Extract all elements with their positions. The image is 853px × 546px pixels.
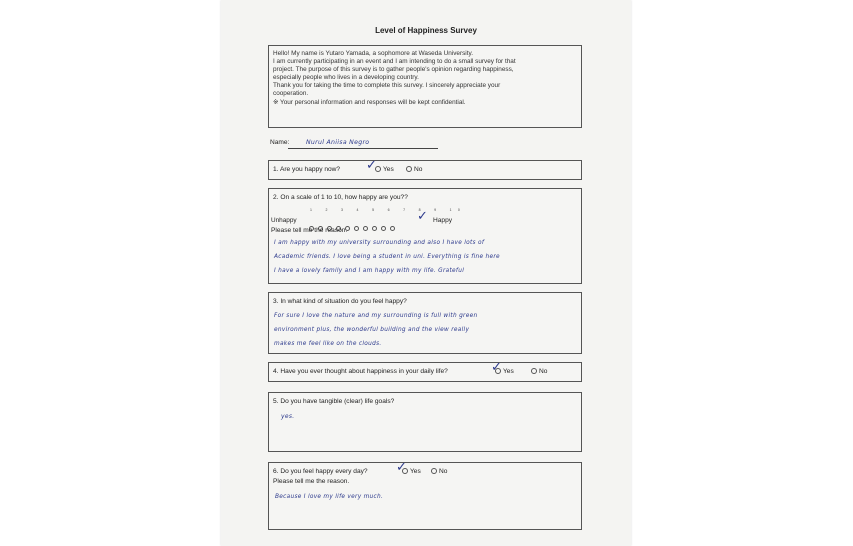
rating-dot[interactable] (381, 226, 386, 231)
checkmark-icon: ✓ (366, 158, 377, 173)
checkmark-icon: ✓ (491, 360, 502, 375)
q5-answer: yes. (281, 413, 295, 420)
question-4-box (268, 362, 582, 382)
question-1-text: 1. Are you happy now? (273, 166, 341, 173)
intro-box (268, 45, 582, 128)
q2-answer-line: Academic friends. I love being a student in uni. Everything is fine here (274, 254, 500, 260)
q4-no-label: No (539, 368, 548, 375)
rating-dot[interactable] (363, 226, 368, 231)
question-5-box (268, 392, 582, 452)
q6-reason-label: Please tell me the reason. (273, 478, 350, 485)
q2-answer-line: I am happy with my university surrounding and also I have lots of (274, 240, 485, 246)
question-1-box (268, 160, 582, 180)
q2-answer-line: I have a lovely family and I am happy with my life. Grateful (274, 268, 465, 274)
q6-no-option[interactable] (431, 468, 447, 475)
rating-dot[interactable] (354, 226, 359, 231)
q1-no-label: No (414, 166, 423, 173)
q6-yes-label: Yes (410, 468, 421, 475)
scale-high-label: Happy (433, 217, 453, 224)
scale-low-label: Unhappy (271, 217, 297, 224)
name-label: Name: (270, 139, 290, 146)
intro-line: Thank you for taking the time to complete this survey. I sincerely appreciate your (273, 82, 501, 90)
q2-reason-label: Please tell me the reason. (271, 227, 348, 234)
checkmark-icon: ✓ (417, 209, 428, 224)
q3-answer-line: environment plus, the wonderful building and the view really (274, 327, 470, 333)
question-2-text: 2. On a scale of 1 to 10, how happy are you?? (273, 194, 408, 201)
question-3-text: 3. In what kind of situation do you feel happy? (273, 298, 407, 305)
survey-title: Level of Happiness Survey (375, 26, 477, 35)
q1-no-option[interactable] (406, 166, 422, 173)
intro-line: I am currently participating in an event and I am intending to do a small survey for that (273, 58, 516, 66)
question-5-text: 5. Do you have tangible (clear) life goals? (273, 398, 395, 405)
intro-line: Hello! My name is Yutaro Yamada, a sophomore at Waseda University. (273, 50, 473, 57)
radio-circle-icon (406, 166, 412, 172)
intro-line: ※ Your personal information and responses will be kept confidential. (273, 98, 466, 106)
q4-yes-label: Yes (503, 368, 514, 375)
q1-yes-option[interactable] (375, 166, 394, 173)
q3-answer-line: For sure I love the nature and my surrounding is full with green (274, 313, 478, 319)
q3-answer-line: makes me feel like on the clouds. (274, 341, 382, 347)
radio-circle-icon (531, 368, 537, 374)
rating-dot[interactable] (390, 226, 395, 231)
survey-sheet (221, 0, 631, 546)
q6-no-label: No (439, 468, 448, 475)
intro-line: project. The purpose of this survey is to gather people's opinion regarding happiness, (273, 66, 514, 74)
checkmark-icon: ✓ (396, 460, 407, 475)
intro-line: especially people who lives in a developing country. (273, 74, 419, 82)
q1-yes-label: Yes (383, 166, 394, 173)
scale-numbers: 1 2 3 4 5 6 7 8 9 10 (310, 208, 467, 212)
question-6-text: 6. Do you feel happy every day? (273, 468, 368, 475)
question-6-box (268, 462, 582, 530)
name-value: Nurul Aniisa Negro (306, 139, 370, 146)
radio-circle-icon (431, 468, 437, 474)
q4-no-option[interactable] (531, 368, 547, 375)
intro-line: cooperation. (273, 90, 309, 98)
rating-dot[interactable] (372, 226, 377, 231)
question-4-text: 4. Have you ever thought about happiness in your daily life? (273, 368, 448, 375)
q6-answer: Because I love my life very much. (275, 494, 384, 500)
